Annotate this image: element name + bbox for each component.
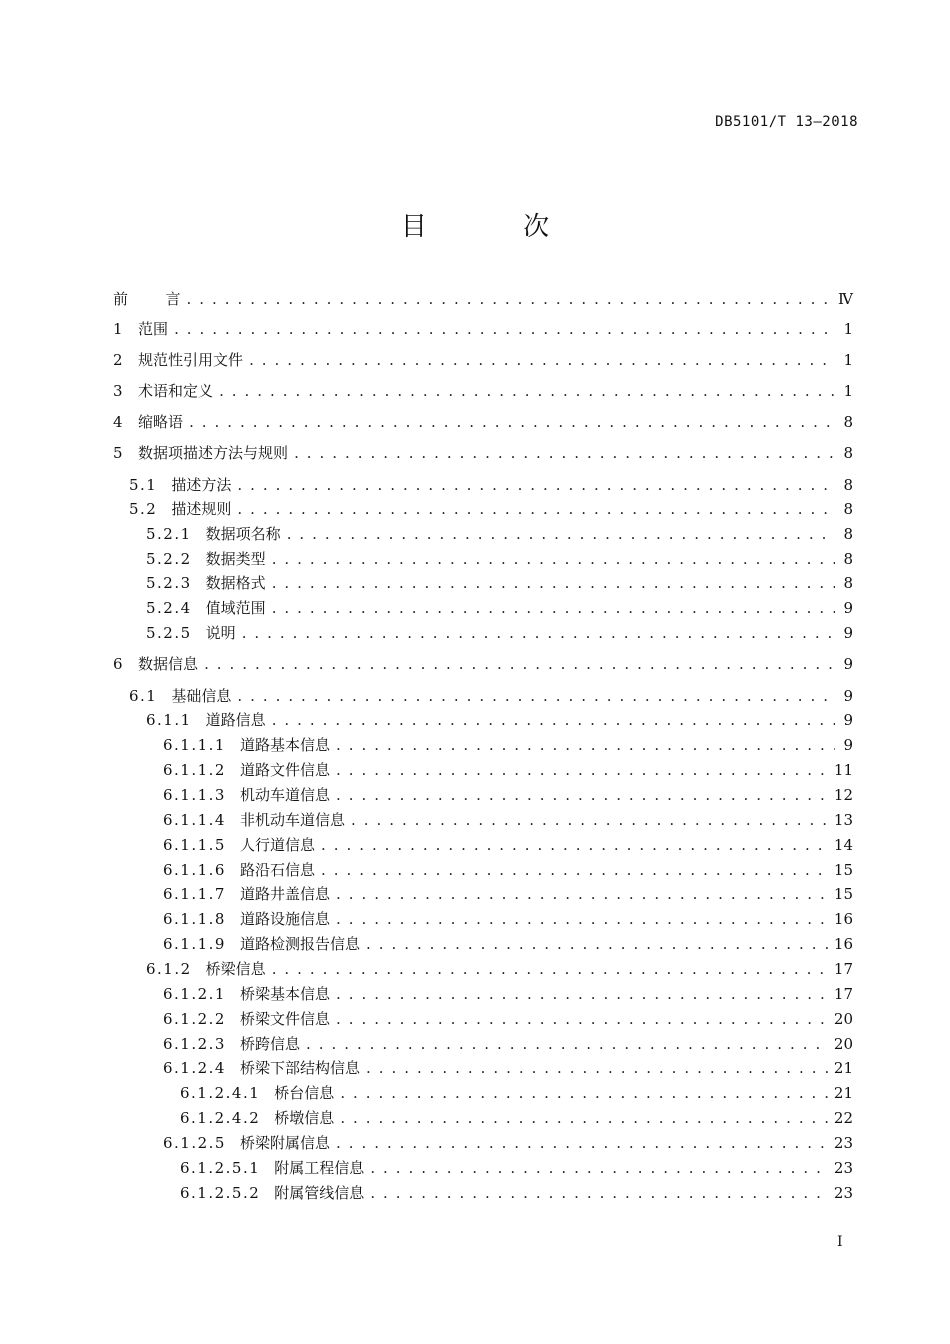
toc-entry[interactable] — [146, 597, 853, 619]
toc-entry-page: 17 — [833, 960, 853, 978]
toc-entry-label: 道路文件信息 — [239, 761, 330, 779]
toc-leader-dots — [336, 983, 828, 1005]
toc-entry-page: 22 — [833, 1109, 853, 1127]
toc-entry-page: 21 — [833, 1059, 853, 1077]
toc-leader-dots — [370, 1182, 828, 1204]
toc-entry-page: 1 — [843, 382, 853, 400]
toc-entry-label: 附属管线信息 — [274, 1184, 365, 1202]
toc-entry-page: 12 — [833, 786, 853, 804]
toc-entry-label: 桥梁下部结构信息 — [239, 1059, 360, 1077]
toc-entry-number: 5.2.2 — [146, 550, 192, 568]
toc-entry-label: 道路设施信息 — [239, 910, 330, 928]
toc-entry-number: 6.1.2.5.2 — [180, 1184, 261, 1202]
toc-entry-page: 1 — [843, 351, 853, 369]
toc-entry[interactable] — [163, 1008, 853, 1030]
toc-entry-label: 桥墩信息 — [274, 1109, 335, 1127]
toc-entry-page: 9 — [843, 687, 853, 705]
toc-entry[interactable] — [113, 288, 853, 310]
toc-entry-number: 6.1.1.9 — [163, 935, 226, 953]
toc-entry-page: 23 — [833, 1159, 853, 1177]
toc-leader-dots — [204, 653, 835, 675]
toc-entry-page: 23 — [833, 1184, 853, 1202]
toc-entry-page: 20 — [833, 1010, 853, 1028]
toc-entry-page: Ⅳ — [838, 290, 853, 308]
toc-entry-label: 描述方法 — [171, 476, 232, 494]
toc-leader-dots — [336, 908, 828, 930]
toc-entry[interactable] — [180, 1082, 853, 1104]
toc-leader-dots — [366, 1057, 828, 1079]
toc-entry-label: 机动车道信息 — [239, 786, 330, 804]
toc-entry[interactable] — [163, 1132, 853, 1154]
toc-entry-label: 基础信息 — [171, 687, 232, 705]
toc-entry[interactable] — [113, 411, 853, 433]
toc-entry-label: 道路井盖信息 — [239, 885, 330, 903]
toc-entry[interactable] — [163, 933, 853, 955]
toc-entry-page: 8 — [843, 413, 853, 431]
toc-entry-page: 8 — [843, 574, 853, 592]
toc-entry-number: 6.1.2.1 — [163, 985, 226, 1003]
toc-entry-label: 数据信息 — [138, 655, 199, 673]
toc-leader-dots — [340, 1107, 828, 1129]
toc-entry[interactable] — [146, 523, 853, 545]
toc-leader-dots — [237, 498, 835, 520]
toc-leader-dots — [336, 1008, 828, 1030]
toc-entry-label: 术语和定义 — [138, 382, 214, 400]
toc-leader-dots — [321, 859, 828, 881]
toc-entry-label: 道路基本信息 — [239, 736, 330, 754]
toc-entry[interactable] — [163, 1033, 853, 1055]
toc-entry-number: 6.1.1.1 — [163, 736, 226, 754]
toc-entry[interactable] — [163, 908, 853, 930]
toc-leader-dots — [237, 474, 835, 496]
toc-entry-number: 2 — [113, 351, 125, 369]
toc-entry-page: 8 — [843, 444, 853, 462]
toc-entry[interactable] — [146, 958, 853, 980]
toc-leader-dots — [321, 834, 828, 856]
toc-entry[interactable] — [180, 1157, 853, 1179]
toc-entry[interactable] — [163, 883, 853, 905]
toc-leader-dots — [189, 411, 835, 433]
toc-entry-number: 6.1.2.4.2 — [180, 1109, 261, 1127]
toc-entry-page: 9 — [843, 655, 853, 673]
toc-entry[interactable] — [163, 859, 853, 881]
toc-leader-dots — [272, 709, 835, 731]
toc-entry-label: 数据项描述方法与规则 — [138, 444, 289, 462]
toc-entry[interactable] — [146, 709, 853, 731]
toc-entry[interactable] — [180, 1182, 853, 1204]
toc-entry[interactable] — [163, 834, 853, 856]
toc-entry-page: 8 — [843, 500, 853, 518]
toc-entry-page: 9 — [843, 599, 853, 617]
toc-entry[interactable] — [163, 759, 853, 781]
toc-entry-label: 描述规则 — [171, 500, 232, 518]
toc-leader-dots — [336, 759, 828, 781]
toc-entry[interactable] — [113, 349, 853, 371]
toc-entry-number: 6.1.1.2 — [163, 761, 226, 779]
toc-entry-number: 5.2.5 — [146, 624, 192, 642]
toc-entry-label: 桥梁附属信息 — [239, 1134, 330, 1152]
toc-entry-number: 5.2.1 — [146, 525, 192, 543]
toc-entry-label: 附属工程信息 — [274, 1159, 365, 1177]
toc-leader-dots — [272, 548, 835, 570]
page-number: I — [837, 1234, 843, 1250]
toc-leader-dots — [370, 1157, 828, 1179]
toc-entry-label: 数据类型 — [205, 550, 266, 568]
toc-entry[interactable] — [163, 734, 853, 756]
toc-entry-page: 9 — [843, 624, 853, 642]
toc-leader-dots — [366, 933, 828, 955]
toc-entry[interactable] — [113, 653, 853, 675]
toc-entry-page: 9 — [843, 711, 853, 729]
toc-entry[interactable] — [146, 572, 853, 594]
toc-entry-page: 11 — [833, 761, 853, 779]
toc-entry-number: 6.1.2.5 — [163, 1134, 226, 1152]
toc-entry-number: 6.1.2.4.1 — [180, 1084, 261, 1102]
toc-entry-number: 6.1.2.2 — [163, 1010, 226, 1028]
toc-entry-page: 15 — [833, 885, 853, 903]
toc-entry-label: 范围 — [138, 320, 169, 338]
toc-entry-label: 缩略语 — [138, 413, 184, 431]
toc-leader-dots — [336, 734, 835, 756]
toc-leader-dots — [340, 1082, 828, 1104]
toc-leader-dots — [272, 572, 835, 594]
toc-leader-dots — [272, 597, 835, 619]
toc-entry-number: 5.2.3 — [146, 574, 192, 592]
toc-leader-dots — [219, 380, 835, 402]
toc-entry-label: 桥台信息 — [274, 1084, 335, 1102]
toc-entry-page: 8 — [843, 550, 853, 568]
toc-entry-page: 21 — [833, 1084, 853, 1102]
toc-entry-page: 23 — [833, 1134, 853, 1152]
toc-entry-label: 人行道信息 — [239, 836, 315, 854]
toc-entry-label: 非机动车道信息 — [239, 811, 345, 829]
toc-entry-label: 道路信息 — [205, 711, 266, 729]
toc-entry-label: 桥梁基本信息 — [239, 985, 330, 1003]
toc-entry-label: 言 — [165, 290, 181, 308]
toc-leader-dots — [237, 685, 835, 707]
toc-entry-number: 4 — [113, 413, 125, 431]
toc-entry[interactable] — [180, 1107, 853, 1129]
toc-entry[interactable] — [113, 380, 853, 402]
toc-entry-page: 20 — [833, 1035, 853, 1053]
toc-entry-number: 5 — [113, 444, 125, 462]
toc-entry-label: 桥梁文件信息 — [239, 1010, 330, 1028]
toc-leader-dots — [336, 784, 828, 806]
toc-entry-page: 17 — [833, 985, 853, 1003]
toc-entry-number: 6.1.1.5 — [163, 836, 226, 854]
toc-entry-label: 值域范围 — [205, 599, 266, 617]
toc-entry-number: 6.1 — [129, 687, 158, 705]
toc-entry[interactable] — [163, 784, 853, 806]
toc-entry[interactable] — [113, 318, 853, 340]
page-title: 目 次 — [400, 212, 594, 242]
toc-entry-number: 5.2.4 — [146, 599, 192, 617]
toc-leader-dots — [174, 318, 835, 340]
toc-leader-dots — [249, 349, 835, 371]
toc-entry-page: 13 — [833, 811, 853, 829]
toc-entry-page: 8 — [843, 476, 853, 494]
toc-entry-page: 9 — [843, 736, 853, 754]
toc-entry-number: 6.1.2.4 — [163, 1059, 226, 1077]
toc-entry-page: 16 — [833, 910, 853, 928]
toc-entry-number: 6.1.1 — [146, 711, 192, 729]
toc-leader-dots — [187, 288, 832, 310]
toc-entry-page: 14 — [833, 836, 853, 854]
toc-entry[interactable] — [163, 983, 853, 1005]
toc-leader-dots — [242, 622, 835, 644]
toc-entry-number: 6.1.1.6 — [163, 861, 226, 879]
toc-entry-number: 6.1.1.3 — [163, 786, 226, 804]
toc-leader-dots — [272, 958, 828, 980]
toc-entry[interactable] — [163, 1057, 853, 1079]
toc-entry-number: 6.1.1.4 — [163, 811, 226, 829]
toc-leader-dots — [351, 809, 828, 831]
document-code: DB5101/T 13—2018 — [715, 114, 858, 130]
toc-entry-number: 5.2 — [129, 500, 158, 518]
toc-leader-dots — [294, 442, 835, 464]
toc-entry[interactable] — [129, 685, 853, 707]
toc-entry[interactable] — [129, 474, 853, 496]
toc-entry-number: 5.1 — [129, 476, 158, 494]
toc-entry-number: 6 — [113, 655, 125, 673]
toc-entry-number: 1 — [113, 320, 125, 338]
toc-entry-label: 路沿石信息 — [239, 861, 315, 879]
toc-entry-label: 说明 — [205, 624, 236, 642]
toc-leader-dots — [287, 523, 835, 545]
toc-entry[interactable] — [146, 548, 853, 570]
toc-entry-number: 6.1.2.3 — [163, 1035, 226, 1053]
toc-entry-label: 桥梁信息 — [205, 960, 266, 978]
toc-entry-page: 8 — [843, 525, 853, 543]
toc-entry-page: 1 — [843, 320, 853, 338]
toc-leader-dots — [336, 1132, 828, 1154]
toc-entry[interactable] — [129, 498, 853, 520]
toc-entry-label: 桥跨信息 — [239, 1035, 300, 1053]
toc-entry-number: 6.1.2 — [146, 960, 192, 978]
toc-leader-dots — [336, 883, 828, 905]
toc-entry-page: 16 — [833, 935, 853, 953]
toc-entry-number: 6.1.1.7 — [163, 885, 226, 903]
toc-entry-label: 数据格式 — [205, 574, 266, 592]
toc-leader-dots — [306, 1033, 828, 1055]
toc-entry-number: 6.1.2.5.1 — [180, 1159, 261, 1177]
toc-entry-number: 前 — [113, 290, 130, 308]
toc-entry[interactable] — [113, 442, 853, 464]
toc-entry-label: 数据项名称 — [205, 525, 281, 543]
toc-entry-page: 15 — [833, 861, 853, 879]
toc-entry-label: 规范性引用文件 — [138, 351, 244, 369]
toc-entry-label: 道路检测报告信息 — [239, 935, 360, 953]
toc-entry[interactable] — [163, 809, 853, 831]
toc-entry[interactable] — [146, 622, 853, 644]
toc-entry-number: 3 — [113, 382, 125, 400]
toc-entry-number: 6.1.1.8 — [163, 910, 226, 928]
